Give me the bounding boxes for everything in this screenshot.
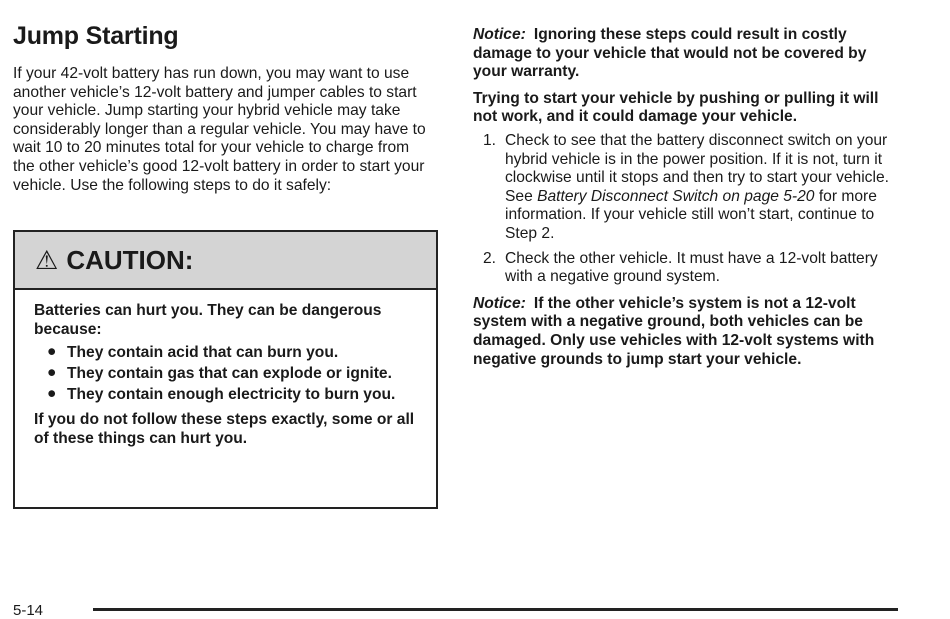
warning-triangle-icon: ⚠︎ <box>35 244 59 275</box>
caution-bullet <box>47 385 418 405</box>
left-column <box>13 22 438 195</box>
caution-lead: Batteries can hurt you. They can be dangerous because: <box>34 302 382 338</box>
push-start-warning: Trying to start your vehicle by pushing or pulling it will not work, and it could damage your vehicle. <box>473 89 879 126</box>
bullet-icon: ● <box>47 364 57 382</box>
caution-closing: If you do not follow these steps exactly, some or all of these things can hurt you. <box>34 411 415 447</box>
notice-text: If the other vehicle’s system is not a 12-volt system with a negative ground, both vehicles can be damaged. Only use vehicles with 12-volt systems with negative grounds to jump start your vehicle. <box>473 294 875 368</box>
caution-bullets <box>34 343 418 405</box>
step-text: Check the other vehicle. It must have a 12-volt battery with a negative ground system. <box>505 249 878 286</box>
step-item <box>473 250 903 287</box>
cross-reference-link[interactable]: Battery Disconnect Switch on page 5-20 <box>537 187 815 205</box>
bullet-icon: ● <box>47 343 57 361</box>
intro-paragraph: If your 42-volt battery has run down, you may want to use another vehicle’s 12-volt battery and jumper cables to start your vehicle. Jump starting your hybrid vehicle may take considerably longer than a regular vehicle. You may have to wait 10 to 20 minutes total for your vehicle to charge from the other vehicle’s good 12-volt battery in order to start your vehicle. Use the following steps to do it safely: <box>13 65 426 194</box>
caution-body <box>15 290 436 448</box>
caution-box <box>13 230 438 509</box>
bullet-text: They contain acid that can burn you. <box>67 344 339 362</box>
bullet-text: They contain enough electricity to burn you. <box>67 386 396 404</box>
caution-header <box>15 232 436 290</box>
bullet-icon: ● <box>47 385 57 403</box>
section-title: Jump Starting <box>13 22 179 50</box>
steps-list <box>473 132 903 287</box>
notice-2 <box>473 295 903 369</box>
notice-text: Ignoring these steps could result in costly damage to your vehicle that would not be covered by your warranty. <box>473 26 867 81</box>
step-text: Check to see that the battery disconnect switch on your hybrid vehicle is in the power position. If it is not, turn it clockwise until it stops and then try to start your vehicle. See <box>505 131 889 205</box>
step-item <box>473 132 903 244</box>
notice-1 <box>473 26 903 82</box>
notice-label: Notice: <box>473 294 526 312</box>
bullet-text: They contain gas that can explode or ignite. <box>67 365 392 383</box>
step-number: 2. <box>483 249 497 267</box>
step-text-continued: for more information. If your vehicle still won’t start, continue to Step 2. <box>505 187 877 242</box>
notice-label: Notice: <box>473 26 526 43</box>
right-column <box>473 26 903 369</box>
step-number: 1. <box>483 131 497 149</box>
footer-rule <box>93 608 898 611</box>
caution-bullet <box>47 364 418 384</box>
caution-bullet <box>47 343 418 363</box>
caution-heading: CAUTION: <box>66 244 194 275</box>
page-number: 5-14 <box>13 602 44 619</box>
